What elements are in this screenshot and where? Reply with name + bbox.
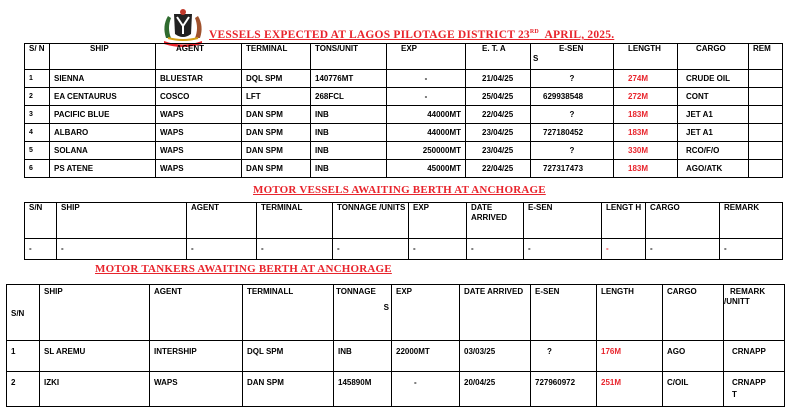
cell-exp: 44000MT bbox=[387, 124, 466, 142]
col-header-cargo: CARGO bbox=[678, 44, 749, 70]
cell-esen: 629938548 bbox=[531, 88, 614, 106]
cell-eta: 25/04/25 bbox=[466, 88, 531, 106]
cell-esen: ? bbox=[531, 70, 614, 88]
cell-agent: COSCO bbox=[156, 88, 242, 106]
table-row bbox=[25, 124, 783, 142]
cell-sn: 2 bbox=[7, 372, 40, 407]
cell-length: 183M bbox=[614, 106, 678, 124]
title-vessels-expected: VESSELS EXPECTED AT LAGOS PILOTAGE DISTRICT 23RD APRIL, 2025. bbox=[209, 29, 615, 41]
cell-tons: 140776MT bbox=[311, 70, 387, 88]
cell-terminal: LFT bbox=[242, 88, 311, 106]
cell-esen: ? bbox=[531, 341, 597, 372]
col-header-terminal: TERMINAL bbox=[257, 203, 333, 239]
cell-remark: - bbox=[720, 239, 783, 260]
cell-ship: EA CENTAURUS bbox=[50, 88, 156, 106]
cell-agent: BLUESTAR bbox=[156, 70, 242, 88]
cell-rem bbox=[749, 142, 783, 160]
table-header-row bbox=[25, 44, 783, 70]
col-header-tonnage: TONNAGE /UNITS bbox=[333, 203, 409, 239]
cell-tonnage: INB bbox=[334, 341, 392, 372]
cell-cargo: AGO bbox=[663, 341, 724, 372]
cell-tonnage: - bbox=[333, 239, 409, 260]
cell-exp: 45000MT bbox=[387, 160, 466, 178]
col-header-terminal: TERMINALL bbox=[243, 285, 334, 341]
cell-remark: CRNAPP T bbox=[724, 372, 785, 407]
cell-length: 330M bbox=[614, 142, 678, 160]
table-row bbox=[25, 106, 783, 124]
cell-terminal: - bbox=[257, 239, 333, 260]
cell-remark: CRNAPP bbox=[724, 341, 785, 372]
awaiting-tankers-table bbox=[6, 284, 785, 407]
cell-cargo: JET A1 bbox=[678, 106, 749, 124]
cell-tons: INB bbox=[311, 106, 387, 124]
col-header-esen: E-SEN S bbox=[531, 44, 614, 70]
title-tankers-awaiting: MOTOR TANKERS AWAITING BERTH AT ANCHORAGE bbox=[95, 263, 392, 275]
cell-eta: 23/04/25 bbox=[466, 142, 531, 160]
cell-sn: 2 bbox=[25, 88, 50, 106]
cell-date: - bbox=[467, 239, 524, 260]
cell-eta: 22/04/25 bbox=[466, 160, 531, 178]
cell-length: 272M bbox=[614, 88, 678, 106]
cell-sn: 1 bbox=[25, 70, 50, 88]
cell-exp: 250000MT bbox=[387, 142, 466, 160]
col-header-remark: REMARK /UNITT bbox=[724, 285, 785, 341]
col-header-length: LENGTH bbox=[597, 285, 663, 341]
cell-esen: 727180452 bbox=[531, 124, 614, 142]
cell-ship: - bbox=[57, 239, 187, 260]
col-header-tonnage: TONNAGE S bbox=[334, 285, 392, 341]
cell-length: 183M bbox=[614, 160, 678, 178]
table-row bbox=[25, 239, 783, 260]
cell-date: 20/04/25 bbox=[460, 372, 531, 407]
cell-sn: 1 bbox=[7, 341, 40, 372]
col-header-terminal: TERMINAL bbox=[242, 44, 311, 70]
col-header-esen: E-SEN bbox=[531, 285, 597, 341]
cell-tonnage: 145890M bbox=[334, 372, 392, 407]
cell-exp: - bbox=[387, 88, 466, 106]
col-header-agent: AGENT bbox=[187, 203, 257, 239]
cell-terminal: DQL SPM bbox=[242, 70, 311, 88]
cell-tons: INB bbox=[311, 160, 387, 178]
table-row bbox=[25, 160, 783, 178]
cell-rem bbox=[749, 70, 783, 88]
cell-rem bbox=[749, 88, 783, 106]
cell-length: 274M bbox=[614, 70, 678, 88]
cell-terminal: DAN SPM bbox=[242, 142, 311, 160]
table-row bbox=[25, 88, 783, 106]
title-vessels-awaiting: MOTOR VESSELS AWAITING BERTH AT ANCHORAGE bbox=[253, 184, 546, 196]
cell-agent: WAPS bbox=[156, 106, 242, 124]
cell-date: 03/03/25 bbox=[460, 341, 531, 372]
cell-eta: 21/04/25 bbox=[466, 70, 531, 88]
cell-ship: PS ATENE bbox=[50, 160, 156, 178]
col-header-sn: S/ N bbox=[25, 44, 50, 70]
cell-agent: WAPS bbox=[156, 160, 242, 178]
cell-cargo: C/OIL bbox=[663, 372, 724, 407]
cell-terminal: DAN SPM bbox=[242, 160, 311, 178]
col-header-cargo: CARGO bbox=[663, 285, 724, 341]
cell-sn: - bbox=[25, 239, 57, 260]
col-header-agent: AGENT bbox=[150, 285, 243, 341]
cell-ship: PACIFIC BLUE bbox=[50, 106, 156, 124]
cell-exp: - bbox=[409, 239, 467, 260]
cell-exp: - bbox=[387, 70, 466, 88]
cell-exp: 22000MT bbox=[392, 341, 460, 372]
table-header-row bbox=[25, 203, 783, 239]
col-header-sn: S/N bbox=[7, 285, 40, 341]
cell-sn: 3 bbox=[25, 106, 50, 124]
cell-esen: - bbox=[524, 239, 602, 260]
col-header-ship: SHIP bbox=[57, 203, 187, 239]
cell-cargo: CRUDE OIL bbox=[678, 70, 749, 88]
cell-terminal: DAN SPM bbox=[243, 372, 334, 407]
cell-cargo: AGO/ATK bbox=[678, 160, 749, 178]
cell-length: - bbox=[602, 239, 646, 260]
table-row bbox=[25, 70, 783, 88]
cell-terminal: DQL SPM bbox=[243, 341, 334, 372]
cell-sn: 4 bbox=[25, 124, 50, 142]
cell-eta: 22/04/25 bbox=[466, 106, 531, 124]
cell-terminal: DAN SPM bbox=[242, 124, 311, 142]
cell-length: 183M bbox=[614, 124, 678, 142]
col-header-length: LENGTH bbox=[614, 44, 678, 70]
col-header-date-arrived: DATE ARRIVED bbox=[460, 285, 531, 341]
col-header-ship: SHIP bbox=[40, 285, 150, 341]
cell-rem bbox=[749, 160, 783, 178]
cell-agent: WAPS bbox=[150, 372, 243, 407]
col-header-eta: E. T. A bbox=[466, 44, 531, 70]
expected-vessels-table bbox=[24, 43, 783, 178]
cell-agent: WAPS bbox=[156, 142, 242, 160]
cell-eta: 23/04/25 bbox=[466, 124, 531, 142]
cell-tons: INB bbox=[311, 142, 387, 160]
cell-agent: WAPS bbox=[156, 124, 242, 142]
col-header-ship: SHIP bbox=[50, 44, 156, 70]
cell-length: 251M bbox=[597, 372, 663, 407]
cell-rem bbox=[749, 124, 783, 142]
col-header-agent: AGENT bbox=[156, 44, 242, 70]
cell-agent: INTERSHIP bbox=[150, 341, 243, 372]
col-header-rem: REM bbox=[749, 44, 783, 70]
table-row bbox=[7, 372, 785, 407]
cell-sn: 6 bbox=[25, 160, 50, 178]
cell-esen: 727317473 bbox=[531, 160, 614, 178]
cell-tons: INB bbox=[311, 124, 387, 142]
col-header-remark: REMARK bbox=[720, 203, 783, 239]
col-header-esen: E-SEN bbox=[524, 203, 602, 239]
awaiting-vessels-table bbox=[24, 202, 783, 260]
cell-sn: 5 bbox=[25, 142, 50, 160]
cell-esen: ? bbox=[531, 106, 614, 124]
col-header-exp: EXP bbox=[392, 285, 460, 341]
cell-agent: - bbox=[187, 239, 257, 260]
table-header-row bbox=[7, 285, 785, 341]
col-header-date-arrived: DATE ARRIVED bbox=[467, 203, 524, 239]
cell-esen: ? bbox=[531, 142, 614, 160]
cell-length: 176M bbox=[597, 341, 663, 372]
col-header-cargo: CARGO bbox=[646, 203, 720, 239]
cell-exp: 44000MT bbox=[387, 106, 466, 124]
col-header-exp: EXP bbox=[387, 44, 466, 70]
cell-cargo: RCO/F/O bbox=[678, 142, 749, 160]
cell-ship: ALBARO bbox=[50, 124, 156, 142]
col-header-tons-unit: TONS/UNIT bbox=[311, 44, 387, 70]
cell-tons: 268FCL bbox=[311, 88, 387, 106]
cell-esen: 727960972 bbox=[531, 372, 597, 407]
table-row bbox=[25, 142, 783, 160]
cell-cargo: CONT bbox=[678, 88, 749, 106]
cell-exp: - bbox=[392, 372, 460, 407]
cell-ship: SL AREMU bbox=[40, 341, 150, 372]
col-header-length: LENGT H bbox=[602, 203, 646, 239]
coat-of-arms-logo bbox=[160, 8, 206, 48]
col-header-exp: EXP bbox=[409, 203, 467, 239]
col-header-sn: S/N bbox=[25, 203, 57, 239]
cell-ship: SOLANA bbox=[50, 142, 156, 160]
cell-cargo: JET A1 bbox=[678, 124, 749, 142]
cell-ship: SIENNA bbox=[50, 70, 156, 88]
cell-rem bbox=[749, 106, 783, 124]
cell-cargo: - bbox=[646, 239, 720, 260]
cell-terminal: DAN SPM bbox=[242, 106, 311, 124]
table-row bbox=[7, 341, 785, 372]
cell-ship: IZKI bbox=[40, 372, 150, 407]
